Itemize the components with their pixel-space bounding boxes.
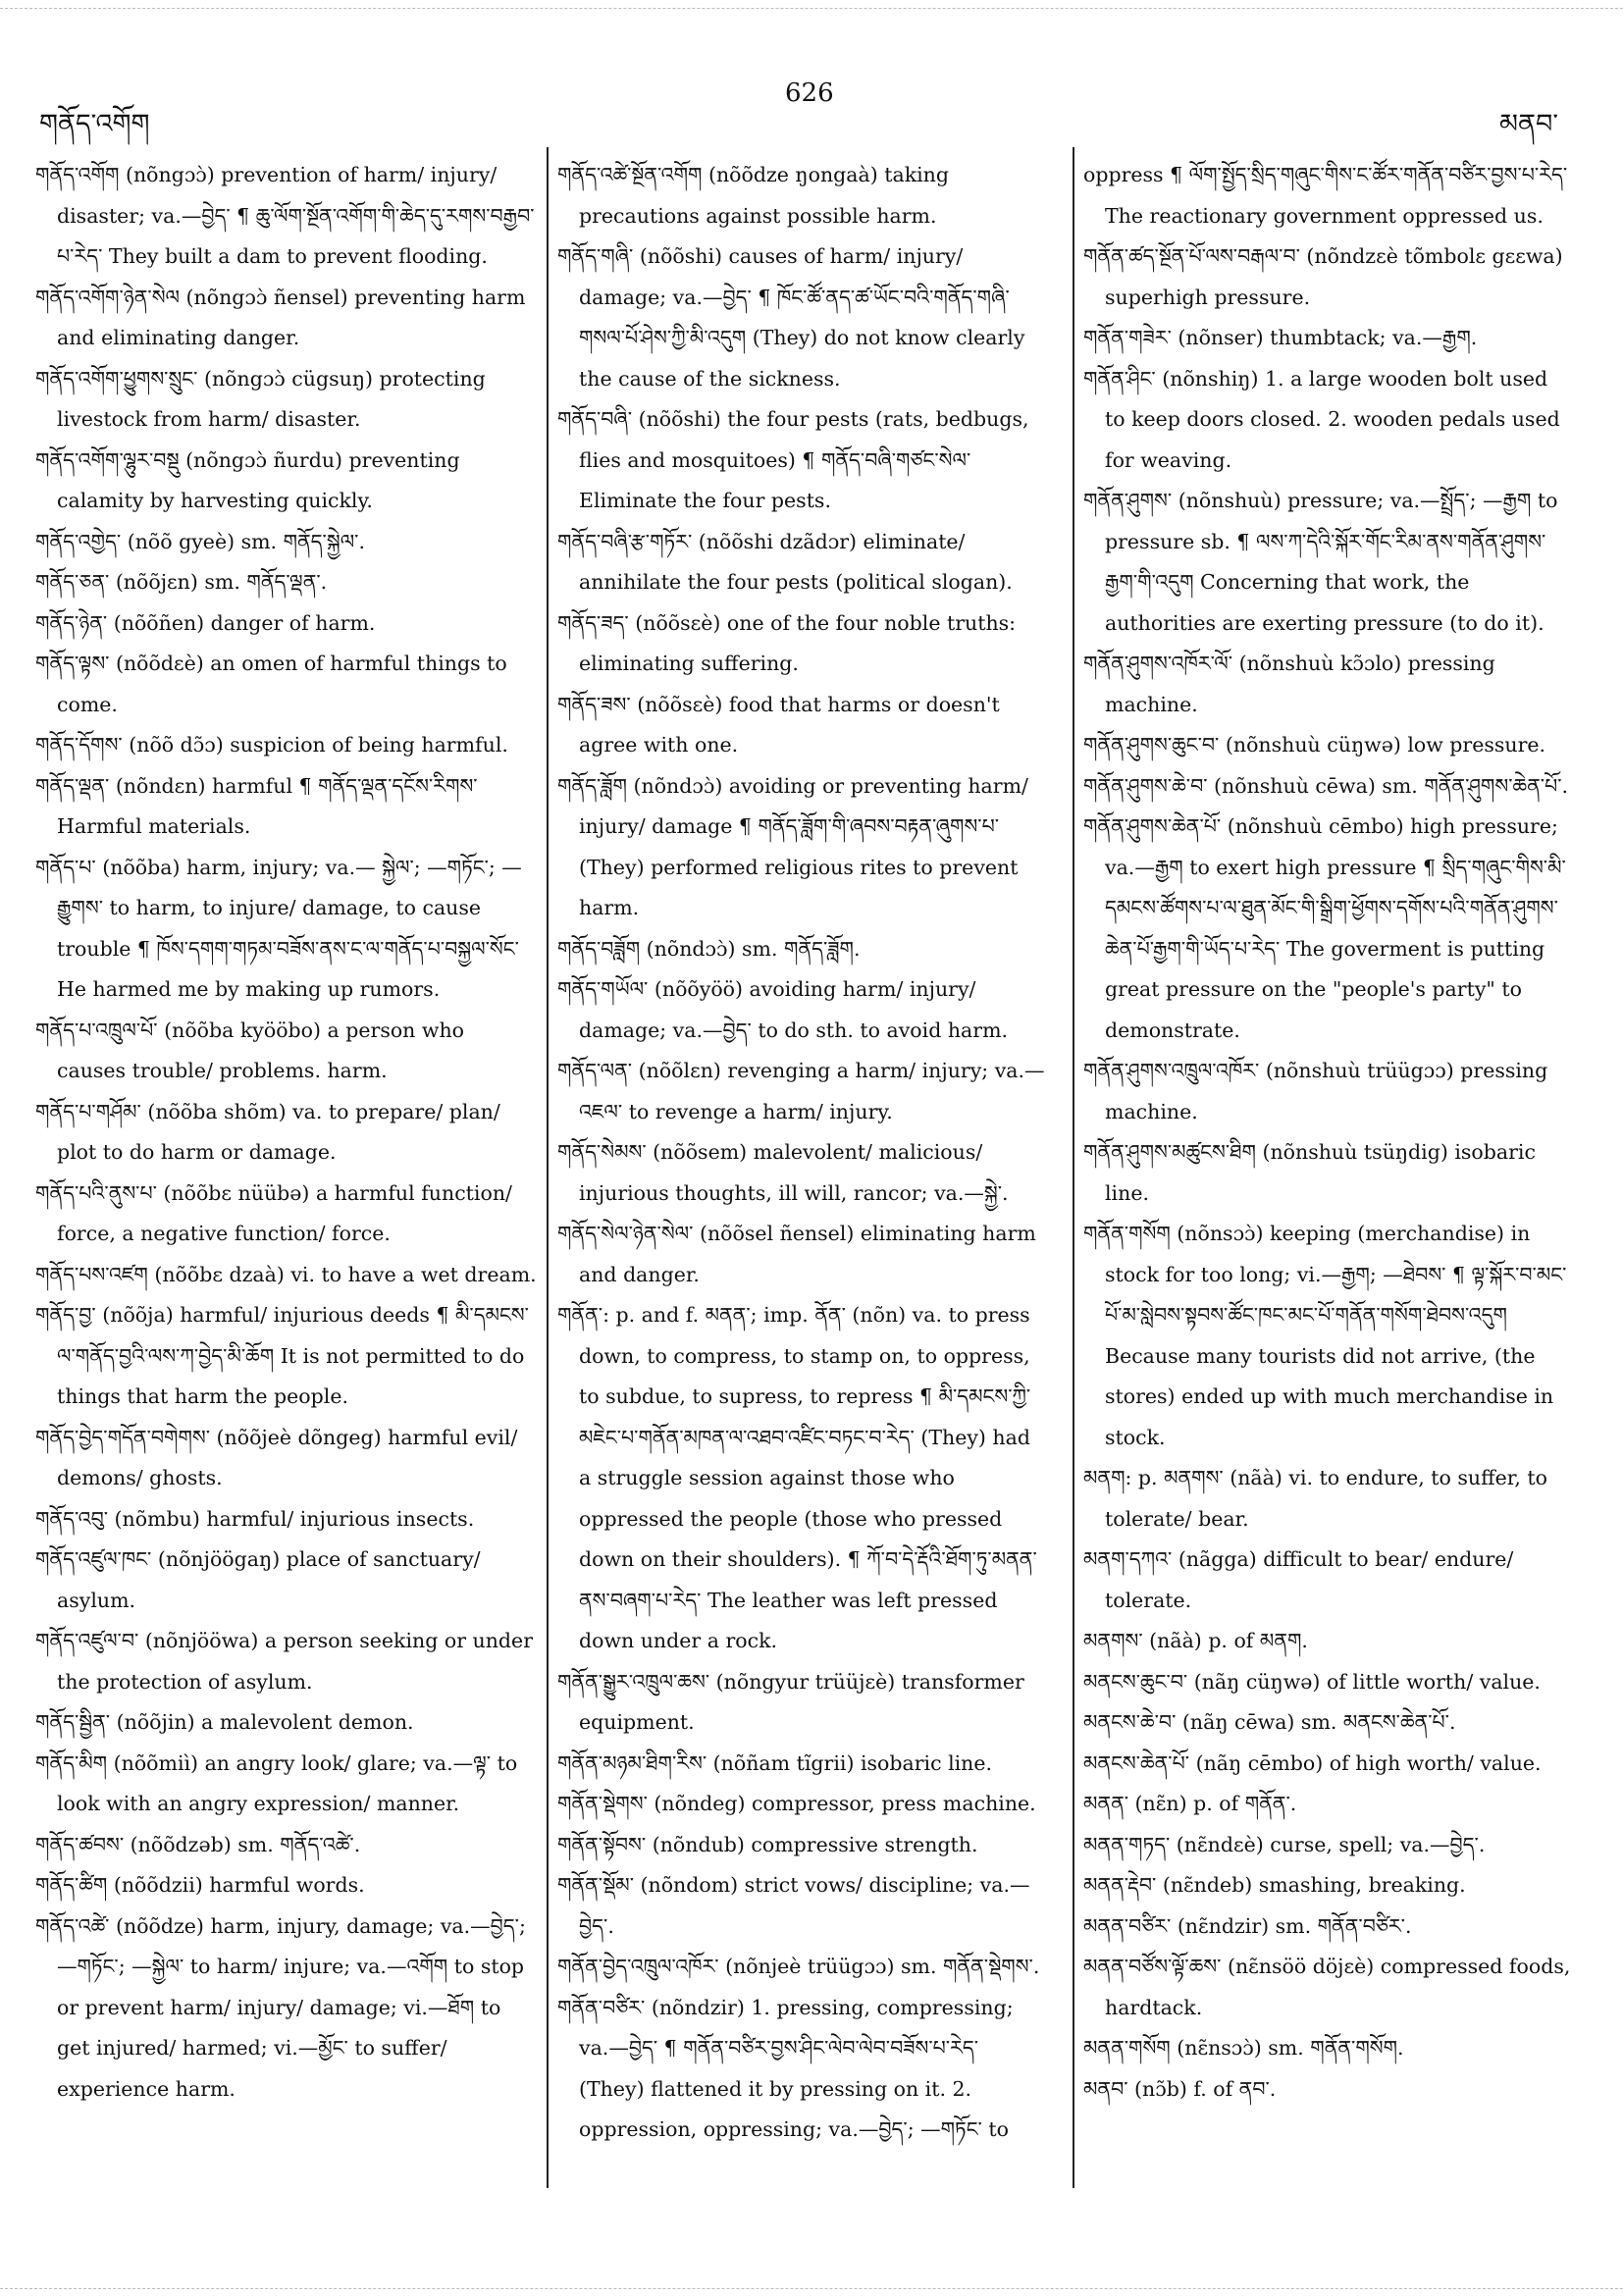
column-middle bbox=[557, 155, 1048, 2151]
dictionary-entry: གནོད་སེལ་ཉེན་སེལ་ (nõõsel ñensel) eliminating harm and danger. bbox=[557, 1222, 1036, 1286]
dictionary-entry: གནོན་སྡེགས་ (nõndeg) compressor, press machine. bbox=[557, 1792, 1036, 1815]
dictionary-entry: གནོན་བཙིར་ (nõndzir) 1. pressing, compressing; va.—བྱེད་ ¶ གནོན་བཙིར་བྱས་ཤིང་ལེབ་ལེབ་བཟོས་པ་རེད་ (They) flattened it by pressing on it. 2. oppression, oppressing; va.—བྱེད་; —གཏོང་ to bbox=[557, 1995, 1014, 2141]
dictionary-entry: གནོད་འགོག་ལྷུར་བསྡུ (nõngɔɔ̀ ñurdu) preventing calamity by harvesting quickly. bbox=[35, 447, 460, 512]
dictionary-entry: མནན་གཏད་ (nɛ̃ndɛè) curse, spell; va.—བྱེད་. bbox=[1083, 1832, 1486, 1856]
dictionary-entry: མནན་ (nɛ̃n) p. of གནོན་. bbox=[1083, 1792, 1297, 1815]
dictionary-entry: གནོད་ཚབས་ (nõõdzəb) sm. གནོད་འཚེ་. bbox=[35, 1832, 361, 1856]
dictionary-entry: གནོད་མིག (nõõmiì) an angry look/ glare; va.—ལྟ་ to look with an angry expression/ manner. bbox=[35, 1750, 518, 1815]
dictionary-entry: མནག་དཀའ་ (nãgga) difficult to bear/ endure/ tolerate. bbox=[1083, 1547, 1514, 1612]
header-left-guide-word: གནོད་འགོག bbox=[39, 109, 150, 139]
header-right-guide-word: མནབ་ bbox=[1499, 109, 1558, 139]
dictionary-entry: གནོན་སྡོམ་ (nõndom) strict vows/ discipline; va.—བྱེད་. bbox=[557, 1873, 1030, 1938]
dictionary-entry: གནོད་པའི་ནུས་པ་ (nõõbɛ nüübə) a harmful function/ force, a negative function/ force. bbox=[35, 1180, 512, 1245]
dictionary-entry: གནོན་: p. and f. མནན་; imp. ནོན་ (nõn) va. to press down, to compress, to stamp on, to oppress, to subdue, to supress, to repress ¶ མི་དམངས་ཀྱི་མཇེང་པ་གནོན་མཁན་ལ་འཐབ་འཛིང་བཏང་བ་རེད་ (They) had a struggle session against those who oppressed the people (those who pressed down on their shoulders). ¶ ཀོ་བ་དེ་རྡོའི་ཐོག་ཏུ་མནན་ནས་བཞག་པ་རེད་ The leather was left pressed down under a rock. bbox=[557, 1303, 1037, 1652]
dictionary-entry: གནོད་བྱེད་གདོན་བགེགས་ (nõõjeè dõngeg) harmful evil/ demons/ ghosts. bbox=[35, 1425, 518, 1489]
dictionary-entry: གནོད་པས་འཛག (nõõbɛ dzaà) vi. to have a wet dream. bbox=[35, 1262, 537, 1286]
dictionary-entry: གནོད་བཞི་ (nõõshi) the four pests (rats, bedbugs, flies and mosquitoes) ¶ གནོད་བཞི་གཙང་སེལ་ Eliminate the four pests. bbox=[557, 407, 1029, 512]
dictionary-entry: མནན་གསོག (nɛ̃nsɔɔ̀) sm. གནོན་གསོག. bbox=[1083, 2036, 1404, 2060]
dictionary-entry: གནོད་ལྡན་ (nõndɛn) harmful ¶ གནོད་ལྡན་དངོས་རིགས་ Harmful materials. bbox=[35, 773, 478, 838]
dictionary-entry: གནོད་ཟས་ (nõõsɛè) food that harms or doesn't agree with one. bbox=[557, 692, 1000, 757]
dictionary-entry: གནོན་གསོག (nõnsɔɔ̀) keeping (merchandise) in stock for too long; vi.—རྒྱག; —ཐེབས་ ¶ ལྟ་སྐོར་བ་མང་པོ་མ་སླེབས་སྟབས་ཚོང་ཁང་མང་པོ་གནོན་གསོག་ཐེབས་འདུག Because many tourists did not arrive, (the stores) ended up with much merchandise in stock. bbox=[1083, 1222, 1567, 1449]
dictionary-entry: གནོད་བཟློག (nõndɔɔ̀) sm. གནོད་ཟློག. bbox=[557, 936, 861, 961]
dictionary-entry: མནངས་ཆེན་པོ་ (nãŋ cēmbo) of high worth/ value. bbox=[1083, 1750, 1542, 1775]
column-divider bbox=[1073, 147, 1074, 2188]
dictionary-entry: གནོད་ཟད་ (nõõsɛè) one of the four noble truths: eliminating suffering. bbox=[557, 610, 1017, 675]
dictionary-entry: གནོད་པ་གཤོམ་ (nõõba shõm) va. to prepare/ plan/ plot to do harm or damage. bbox=[35, 1099, 500, 1164]
dictionary-entry: གནོད་བཞི་རྩ་གཏོར་ (nõõshi dzãdɔr) eliminate/ annihilate the four pests (political slogan). bbox=[557, 529, 1013, 594]
dictionary-entry: མནངས་ཆེ་བ་ (nãŋ cēwa) sm. མནངས་ཆེན་པོ་. bbox=[1083, 1710, 1456, 1734]
dictionary-entry: གནོད་ཅན་ (nõõjɛn) sm. གནོད་ལྡན་. bbox=[35, 570, 328, 594]
column-left bbox=[35, 155, 538, 2110]
dictionary-entry: གནོན་མཉམ་ཐིག་རིས་ (nõñam tĩgrii) isobaric line. bbox=[557, 1750, 993, 1775]
dictionary-entry: གནོད་གཡོལ་ (nõõyöö) avoiding harm/ injury/ damage; va.—བྱེད་ to do sth. to avoid harm. bbox=[557, 977, 1009, 1042]
dictionary-entry: གནོད་བྱ་ (nõõja) harmful/ injurious deeds ¶ མི་དམངས་ལ་གནོད་བྱའི་ལས་ཀ་བྱེད་མི་ཆོག It is not permitted to do things that harm the people. bbox=[35, 1303, 529, 1408]
dictionary-entry: གནོད་འཛུལ་བ་ (nõnjööwa) a person seeking or under the protection of asylum. bbox=[35, 1629, 533, 1694]
dictionary-entry: གནོད་གཞི་ (nõõshi) causes of harm/ injury/ damage; va.—བྱེད་ ¶ ཁོང་ཚོ་ནད་ཚ་ཡོང་བའི་གནོད་གཞི་གསལ་པོ་ཤེས་ཀྱི་མི་འདུག (They) do not know clearly the cause of the sickness. bbox=[557, 244, 1025, 391]
dictionary-entry: གནོད་སེམས་ (nõõsem) malevolent/ malicious/ injurious thoughts, ill will, rancor; va.—སྐྱེ་. bbox=[557, 1140, 1009, 1205]
dictionary-entry: གནོན་ཤུགས་ཆེ་བ་ (nõnshuù cēwa) sm. གནོན་ཤུགས་ཆེན་པོ་. bbox=[1083, 773, 1569, 798]
page-number: 626 bbox=[785, 78, 834, 108]
dictionary-entry: གནོད་ཟློག (nõndɔɔ̀) avoiding or preventing harm/ injury/ damage ¶ གནོད་ཟློག་གི་ཞབས་བརྟན་ཞུགས་པ་ (They) performed religious rites to prevent harm. bbox=[557, 773, 1028, 919]
dictionary-entry: མནབ་ (nɔ̃b) f. of ནབ་. bbox=[1083, 2076, 1277, 2101]
dictionary-entry: གནོད་འགོག (nõngɔɔ̀) prevention of harm/ injury/ disaster; va.—བྱེད་ ¶ ཆུ་ལོག་སྔོན་འགོག་གི་ཆེད་དུ་རགས་བརྒྱབ་པ་རེད་ They built a dam to prevent flooding. bbox=[35, 163, 535, 268]
dictionary-entry: གནོད་དོགས་ (nõõ dɔ̃ɔ) suspicion of being harmful. bbox=[35, 733, 508, 757]
dictionary-entry: གནོད་ཚིག (nõõdzii) harmful words. bbox=[35, 1873, 365, 1897]
dictionary-entry: གནོད་འཚེ་སྔོན་འགོག (nõõdze ŋongaà) taking precautions against possible harm. bbox=[557, 163, 950, 228]
dictionary-entry: གནོན་སྒྱུར་འཁྲུལ་ཆས་ (nõngyur trüüjɛè) transformer equipment. bbox=[557, 1669, 1024, 1734]
dictionary-entry: གནོན་ཤུགས་འཁྲུལ་འཁོར་ (nõnshuù trüügɔɔ) pressing machine. bbox=[1083, 1059, 1548, 1123]
dictionary-entry: མནགས་ (nãà) p. of མནག. bbox=[1083, 1629, 1308, 1652]
dictionary-entry: གནོད་པ་ (nõõba) harm, injury; va.— སྐྱེལ་; —གཏོང་; —རྒྱུགས་ to harm, to injure/ damage, to cause trouble ¶ ཁོས་དགག་གཏམ་བཟོས་ནས་ང་ལ་གནོད་པ་བསྐྱལ་སོང་ He harmed me by making up rumors. bbox=[35, 855, 522, 1001]
dictionary-entry: གནོད་ལན་ (nõõlɛn) revenging a harm/ injury; va.—འཇལ་ to revenge a harm/ injury. bbox=[557, 1059, 1045, 1123]
dictionary-entry: གནོན་ཤུགས་མཚུངས་ཐིག (nõnshuù tsüŋdig) isobaric line. bbox=[1083, 1140, 1536, 1205]
dictionary-entry: གནོད་འགོག་ཉེན་སེལ (nõngɔɔ̀ ñensel) preventing harm and eliminating danger. bbox=[35, 285, 526, 349]
dictionary-entry: མནན་བཙིར་ (nɛ̃ndzir) sm. གནོན་བཙིར་. bbox=[1083, 1913, 1412, 1938]
column-right bbox=[1083, 155, 1574, 2110]
dictionary-entry: གནོན་ཤུགས་ཆེན་པོ་ (nõnshuù cēmbo) high pressure; va.—རྒྱག to exert high pressure ¶ སྲིད་གཞུང་གིས་མི་དམངས་ཚོགས་པ་ལ་ཐུན་མོང་གི་སྒྲིག་ཕྱོགས་དགོས་པའི་གནོན་ཤུགས་ཆེན་པོ་རྒྱག་གི་ཡོད་པ་རེད་ The goverment is putting great pressure on the "people's party" to demonstrate. bbox=[1083, 814, 1566, 1042]
dictionary-entry: གནོན་ཤིང་ (nõnshiŋ) 1. a large wooden bolt used to keep doors closed. 2. wooden pedals used for weaving. bbox=[1083, 366, 1560, 472]
dictionary-entry: གནོད་འབུ་ (nõmbu) harmful/ injurious insects. bbox=[35, 1506, 475, 1531]
dictionary-entry: མནངས་ཆུང་བ་ (nãŋ cüŋwə) of little worth/ value. bbox=[1083, 1669, 1541, 1694]
column-divider bbox=[547, 147, 549, 2188]
dictionary-entry: གནོད་འགོག་ཕྱུགས་སྲུང་ (nõngɔɔ̀ cügsuŋ) protecting livestock from harm/ disaster. bbox=[35, 366, 486, 431]
dictionary-entry: oppress ¶ ལོག་སྤྱོད་སྲིད་གཞུང་གིས་ང་ཚོར་གནོན་བཙིར་བྱས་པ་རེད་ The reactionary government oppressed us. bbox=[1083, 163, 1568, 228]
dictionary-entry: གནོན་ཤུགས་ཆུང་བ་ (nõnshuù cüŋwə) low pressure. bbox=[1083, 733, 1546, 757]
dictionary-entry: གནོད་ལྟས་ (nõõdɛè) an omen of harmful things to come. bbox=[35, 652, 507, 716]
dictionary-entry: མནན་བཙོས་ལྟོ་ཆས་ (nɛ̃nsöö döjɛè) compressed foods, hardtack. bbox=[1083, 1955, 1571, 2019]
dictionary-entry: གནོད་འགྱེད་ (nõõ gyeè) sm. གནོད་སྐྱེལ་. bbox=[35, 529, 365, 553]
dictionary-entry: གནོད་སྦྱིན་ (nõõjin) a malevolent demon. bbox=[35, 1710, 414, 1734]
dictionary-entry: གནོན་ཚད་སྔོན་པོ་ལས་བརྒལ་བ་ (nõndzɛè tõmbolɛ gɛɛwa) superhigh pressure. bbox=[1083, 244, 1563, 309]
dictionary-entry: གནོད་འཚེ་ (nõõdze) harm, injury, damage; va.—བྱེད་; —གཏོང་; —སྐྱེལ་ to harm/ injure; va.—འགོག to stop or prevent harm/ injury/ damage; vi.—ཐོག to get injured/ harmed; vi.—མྱོང་ to suffer/ experience harm. bbox=[35, 1913, 526, 2101]
dictionary-entry: གནོད་ཉེན་ (nõõñen) danger of harm. bbox=[35, 610, 376, 635]
dictionary-entry: གནོད་པ་འཁྲུལ་པོ་ (nõõba kyööbo) a person who causes trouble/ problems. harm. bbox=[35, 1018, 464, 1082]
dictionary-entry: གནོན་གཟེར་ (nõnser) thumbtack; va.—རྒྱག. bbox=[1083, 326, 1478, 349]
dictionary-entry: གནོན་ཤུགས་འཁོར་ལོ་ (nõnshuù kɔ̃ɔlo) pressing machine. bbox=[1083, 652, 1495, 716]
dictionary-entry: གནོན་སྟོབས་ (nõndub) compressive strength. bbox=[557, 1832, 978, 1856]
dictionary-entry: གནོད་འཛུལ་ཁང་ (nõnjöögaŋ) place of sanctuary/ asylum. bbox=[35, 1547, 481, 1612]
dictionary-entry: གནོན་བྱེད་འཁྲུལ་འཁོར་ (nõnjeè trüügɔɔ) sm. གནོན་སྡེགས་. bbox=[557, 1955, 1040, 1978]
top-scan-edge bbox=[0, 8, 1623, 10]
dictionary-entry: མནག: p. མནགས་ (nãà) vi. to endure, to suffer, to tolerate/ bear. bbox=[1083, 1466, 1547, 1531]
dictionary-entry: མནན་རྡེབ་ (nɛ̃ndeb) smashing, breaking. bbox=[1083, 1873, 1466, 1897]
dictionary-entry: གནོན་ཤུགས་ (nõnshuù) pressure; va.—སྤྲོད་; —རྒྱག to pressure sb. ¶ ལས་ཀ་དེའི་སྐོར་གོང་རིམ་ནས་གནོན་ཤུགས་རྒྱག་གི་འདུག Concerning that work, the authorities are exerting pressure (to do it). bbox=[1083, 489, 1558, 635]
bottom-scan-edge bbox=[0, 2288, 1623, 2290]
